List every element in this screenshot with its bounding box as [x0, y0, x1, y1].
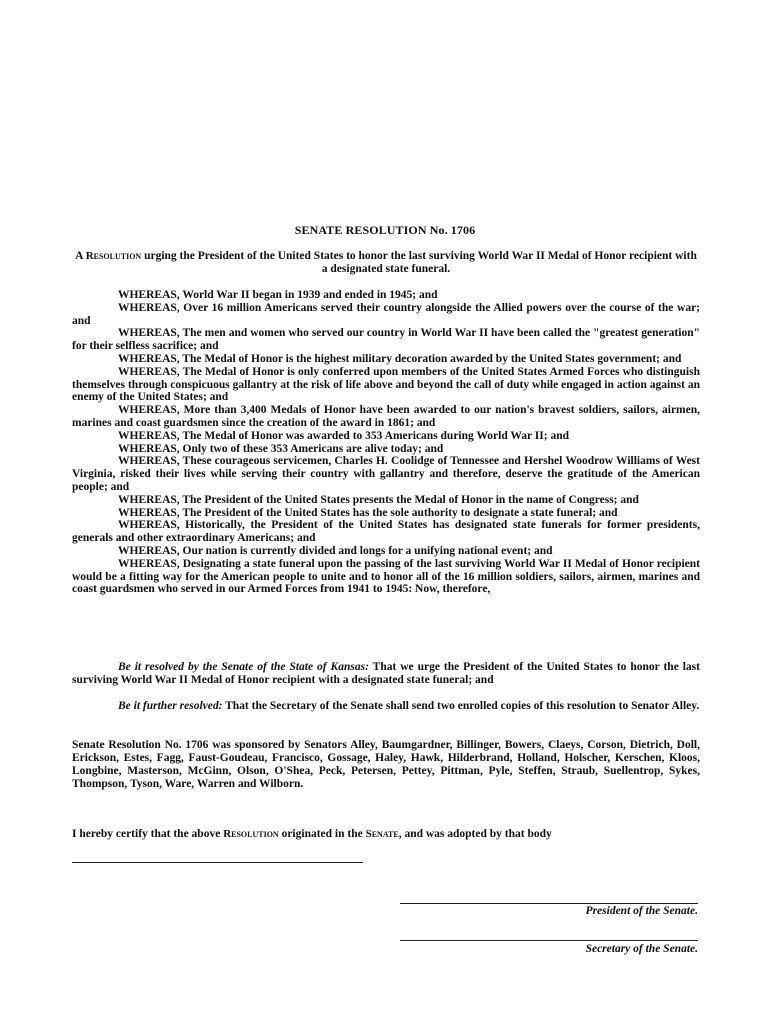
- president-signature-label: President of the Senate.: [585, 905, 698, 917]
- secretary-signature-line: [400, 940, 698, 941]
- certify-senate-word: Senate: [365, 828, 399, 840]
- intro-article: A: [75, 250, 86, 262]
- resolved-lead: Be it resolved by the Senate of the State of Kansas:: [118, 661, 369, 673]
- further-resolved-clause: [72, 700, 700, 713]
- resolved-clause: [72, 661, 700, 687]
- secretary-signature-label: Secretary of the Senate.: [585, 943, 698, 955]
- whereas-clause: WHEREAS, Over 16 million Americans served their country alongside the Allied powers over the course of the war; and: [72, 301, 700, 327]
- resolution-intro: [72, 250, 700, 276]
- certification-statement: [72, 828, 700, 841]
- whereas-clause: WHEREAS, Only two of these 353 Americans are alive today; and: [118, 442, 444, 455]
- certify-text: I hereby certify that the above: [72, 828, 224, 840]
- intro-text: urging the President of the United States to honor the last surviving World War II Medal of Honor recipient with a designated state funeral.: [141, 250, 697, 275]
- president-signature-line: [400, 903, 698, 904]
- certify-resolution-word: Resolution: [223, 828, 279, 840]
- whereas-clause: WHEREAS, The President of the United States presents the Medal of Honor in the name of Congress; and: [118, 493, 639, 506]
- further-resolved-text: That the Secretary of the Senate shall send two enrolled copies of this resolution to Senator Alley.: [222, 700, 700, 712]
- whereas-clause: WHEREAS, Historically, the President of the United States has designated state funerals for former presidents, generals and other extraordinary Americans; and: [72, 519, 700, 545]
- whereas-clause: WHEREAS, The Medal of Honor is only conferred upon members of the United States Armed Forces who distinguish themselves through conspicuous gallantry at the risk of life above and beyond the call of duty while engaged in action against an enemy of the United States; and: [72, 365, 700, 404]
- whereas-clause: WHEREAS, More than 3,400 Medals of Honor have been awarded to our nation's bravest soldiers, sailors, airmen, marines and coast guardsmen since the creation of the award in 1861; and: [72, 404, 700, 429]
- certify-text: originated in the: [278, 828, 366, 840]
- whereas-clause: WHEREAS, The Medal of Honor was awarded to 353 Americans during World War II; and: [118, 429, 570, 442]
- whereas-clauses: [72, 289, 700, 596]
- sponsors-paragraph: Senate Resolution No. 1706 was sponsored by Senators Alley, Baumgardner, Billinger, Bowers, Claeys, Corson, Dietrich, Doll, Erickson, Estes, Fagg, Faust-Goudeau, Francisco, Gossage, Haley, Hawk, Hilderbrand, Holland, Holscher, Kerschen, Kloos, Longbine, Masterson, McGinn, Olson, O'Shea, Peck, Petersen, Pettey, Pittman, Pyle, Steffen, Straub, Suellentrop, Sykes, Thompson, Tyson, Ware, Warren and Wilborn.: [72, 739, 700, 790]
- whereas-clause: WHEREAS, Our nation is currently divided and longs for a unifying national event; and: [118, 544, 553, 557]
- intro-resolution-word: Resolution: [85, 250, 142, 262]
- certify-text: , and was adopted by that body: [398, 828, 552, 840]
- resolved-text: That we urge the President of the United States to honor the last surviving World War II Medal of Honor recipient with a designated state funeral; and: [72, 661, 700, 686]
- further-resolved-lead: Be it further resolved:: [118, 700, 223, 712]
- whereas-clause: WHEREAS, Designating a state funeral upon the passing of the last surviving World War II Medal of Honor recipient would be a fitting way for the American people to unite and to honor all of the 16 million soldiers, sailors, airmen, marines and coast guardsmen who served in our Armed Forces from 1941 to 1945: Now, therefore,: [72, 557, 700, 596]
- whereas-clause: WHEREAS, The men and women who served our country in World War II have been called the "greatest generation" for their selfless sacrifice; and: [72, 327, 700, 353]
- whereas-clause: WHEREAS, The Medal of Honor is the highest military decoration awarded by the United States government; and: [118, 352, 682, 365]
- whereas-clause: WHEREAS, World War II began in 1939 and ended in 1945; and: [118, 289, 438, 301]
- blank-signature-line: [72, 862, 363, 863]
- document-title: SENATE RESOLUTION No. 1706: [294, 223, 476, 237]
- whereas-clause: WHEREAS, These courageous servicemen, Charles H. Coolidge of Tennessee and Hershel Woodrow Williams of West Virginia, risked their lives while serving their country with gallantry and therefore, deserve the gratitude of the American people; and: [72, 455, 700, 493]
- whereas-clause: WHEREAS, The President of the United States has the sole authority to designate a state funeral; and: [118, 506, 618, 519]
